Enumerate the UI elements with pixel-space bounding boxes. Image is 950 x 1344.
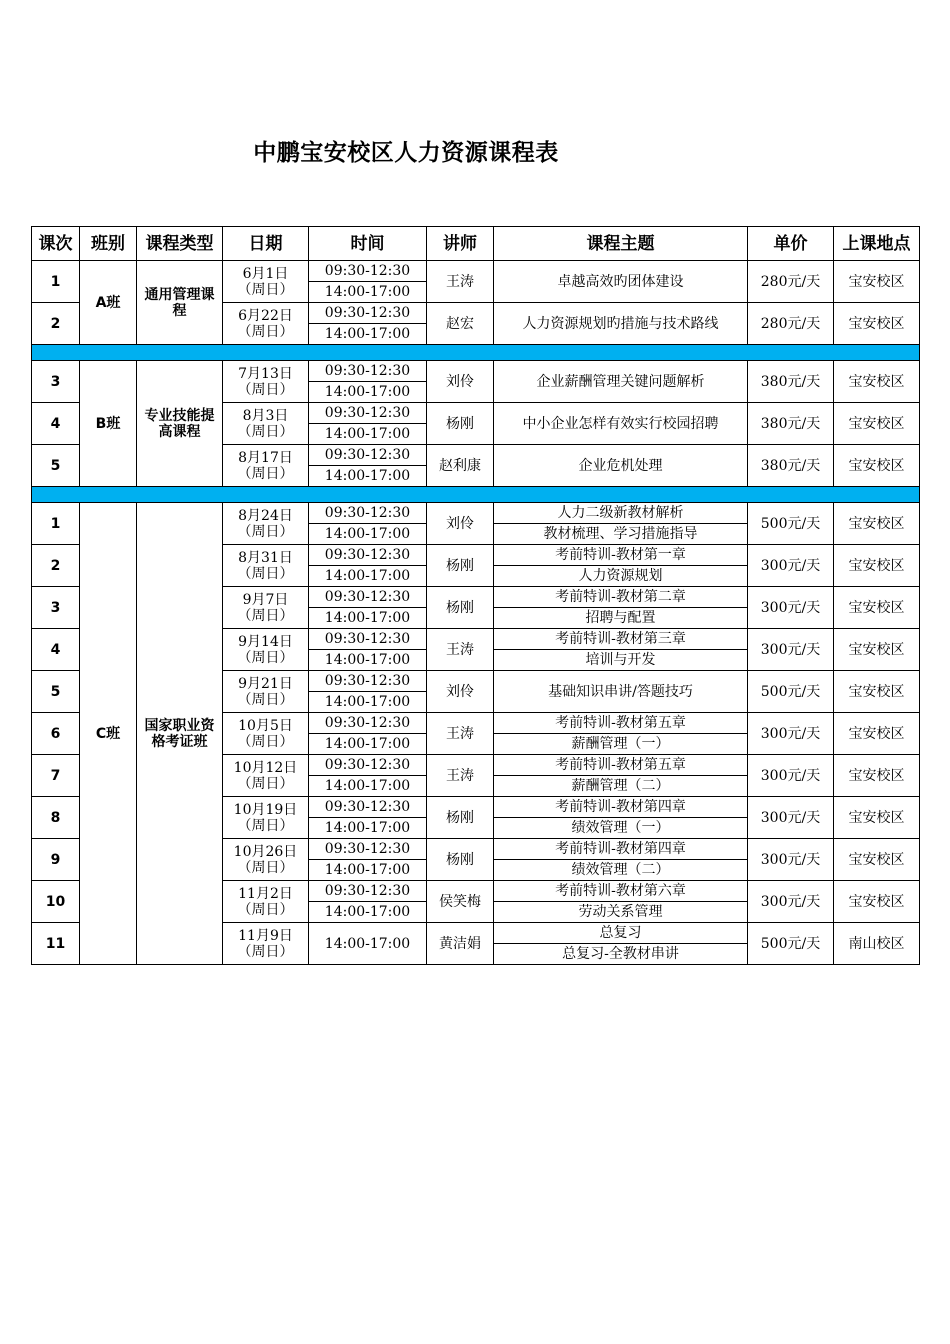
course-type: 通用管理课程 [137, 261, 223, 345]
page-title: 中鹏宝安校区人力资源课程表 [253, 140, 559, 166]
teacher-name: 赵利康 [427, 445, 494, 487]
class-location: 宝安校区 [834, 445, 920, 487]
time-slot-morning: 09:30-12:30 [309, 503, 427, 524]
time-slot-afternoon: 14:00-17:00 [309, 776, 427, 797]
lesson-number: 4 [32, 403, 80, 445]
lesson-number: 3 [32, 587, 80, 629]
unit-price: 300元/天 [748, 881, 834, 923]
section-separator [32, 345, 920, 361]
unit-price: 300元/天 [748, 713, 834, 755]
time-slot-morning: 09:30-12:30 [309, 545, 427, 566]
course-topic-part-1: 考前特训-教材第二章 [494, 587, 748, 608]
time-slot-morning: 09:30-12:30 [309, 671, 427, 692]
separator-bar [32, 487, 920, 503]
unit-price: 500元/天 [748, 671, 834, 713]
course-topic-part-2: 人力资源规划 [494, 566, 748, 587]
teacher-name: 侯笑梅 [427, 881, 494, 923]
lesson-number: 5 [32, 445, 80, 487]
course-date: 6月1日 （周日） [223, 261, 309, 303]
lesson-number: 8 [32, 797, 80, 839]
course-topic-part-2: 招聘与配置 [494, 608, 748, 629]
course-date: 8月17日 （周日） [223, 445, 309, 487]
course-topic-part-1: 考前特训-教材第六章 [494, 881, 748, 902]
course-date: 10月5日 （周日） [223, 713, 309, 755]
header-date: 日期 [223, 227, 309, 261]
course-date: 7月13日 （周日） [223, 361, 309, 403]
class-name: B班 [80, 361, 137, 487]
lesson-number: 1 [32, 261, 80, 303]
time-slot-afternoon: 14:00-17:00 [309, 692, 427, 713]
unit-price: 380元/天 [748, 403, 834, 445]
teacher-name: 刘伶 [427, 671, 494, 713]
class-name: C班 [80, 503, 137, 965]
unit-price: 300元/天 [748, 545, 834, 587]
time-slot-afternoon: 14:00-17:00 [309, 860, 427, 881]
class-location: 宝安校区 [834, 545, 920, 587]
time-slot-morning: 09:30-12:30 [309, 361, 427, 382]
course-date: 9月21日 （周日） [223, 671, 309, 713]
time-slot-morning: 09:30-12:30 [309, 839, 427, 860]
lesson-number: 2 [32, 545, 80, 587]
teacher-name: 杨刚 [427, 403, 494, 445]
course-date: 10月12日 （周日） [223, 755, 309, 797]
class-location: 宝安校区 [834, 713, 920, 755]
header-price: 单价 [748, 227, 834, 261]
teacher-name: 赵宏 [427, 303, 494, 345]
time-slot-morning: 09:30-12:30 [309, 403, 427, 424]
course-type: 国家职业资格考证班 [137, 503, 223, 965]
course-date: 8月31日 （周日） [223, 545, 309, 587]
header-teacher: 讲师 [427, 227, 494, 261]
unit-price: 380元/天 [748, 445, 834, 487]
header-lesson-no: 课次 [32, 227, 80, 261]
teacher-name: 杨刚 [427, 545, 494, 587]
class-location: 南山校区 [834, 923, 920, 965]
time-slot-morning: 09:30-12:30 [309, 629, 427, 650]
header-topic: 课程主题 [494, 227, 748, 261]
lesson-number: 2 [32, 303, 80, 345]
time-slot-afternoon: 14:00-17:00 [309, 650, 427, 671]
course-topic: 卓越高效旳团体建设 [494, 261, 748, 303]
lesson-number: 3 [32, 361, 80, 403]
lesson-number: 5 [32, 671, 80, 713]
course-topic-part-2: 教材梳理、学习措施指导 [494, 524, 748, 545]
time-slot-afternoon: 14:00-17:00 [309, 608, 427, 629]
unit-price: 280元/天 [748, 303, 834, 345]
separator-bar [32, 345, 920, 361]
unit-price: 300元/天 [748, 587, 834, 629]
teacher-name: 王涛 [427, 629, 494, 671]
class-location: 宝安校区 [834, 755, 920, 797]
course-topic-part-1: 考前特训-教材第四章 [494, 839, 748, 860]
course-topic-part-2: 薪酬管理（二） [494, 776, 748, 797]
course-topic-part-1: 考前特训-教材第四章 [494, 797, 748, 818]
course-date: 10月19日 （周日） [223, 797, 309, 839]
class-location: 宝安校区 [834, 671, 920, 713]
time-slot-morning: 09:30-12:30 [309, 445, 427, 466]
course-date: 9月7日 （周日） [223, 587, 309, 629]
time-slot-morning: 09:30-12:30 [309, 713, 427, 734]
section-separator [32, 487, 920, 503]
course-topic-part-2: 绩效管理（二） [494, 860, 748, 881]
lesson-number: 7 [32, 755, 80, 797]
course-row [32, 361, 920, 382]
teacher-name: 刘伶 [427, 361, 494, 403]
teacher-name: 杨刚 [427, 587, 494, 629]
course-date: 9月14日 （周日） [223, 629, 309, 671]
time-slot: 14:00-17:00 [309, 923, 427, 965]
class-location: 宝安校区 [834, 303, 920, 345]
class-location: 宝安校区 [834, 797, 920, 839]
course-type: 专业技能提高课程 [137, 361, 223, 487]
time-slot-afternoon: 14:00-17:00 [309, 324, 427, 345]
time-slot-afternoon: 14:00-17:00 [309, 818, 427, 839]
teacher-name: 王涛 [427, 261, 494, 303]
course-date: 11月9日 （周日） [223, 923, 309, 965]
header-time: 时间 [309, 227, 427, 261]
header-class: 班别 [80, 227, 137, 261]
lesson-number: 9 [32, 839, 80, 881]
teacher-name: 杨刚 [427, 839, 494, 881]
time-slot-afternoon: 14:00-17:00 [309, 282, 427, 303]
course-topic-part-2: 总复习-全教材串讲 [494, 944, 748, 965]
time-slot-morning: 09:30-12:30 [309, 587, 427, 608]
class-location: 宝安校区 [834, 881, 920, 923]
time-slot-morning: 09:30-12:30 [309, 755, 427, 776]
time-slot-afternoon: 14:00-17:00 [309, 524, 427, 545]
unit-price: 300元/天 [748, 839, 834, 881]
course-topic-part-1: 人力二级新教材解析 [494, 503, 748, 524]
time-slot-morning: 09:30-12:30 [309, 797, 427, 818]
time-slot-afternoon: 14:00-17:00 [309, 902, 427, 923]
unit-price: 300元/天 [748, 797, 834, 839]
header-row [32, 227, 920, 261]
teacher-name: 刘伶 [427, 503, 494, 545]
course-topic-part-2: 薪酬管理（一） [494, 734, 748, 755]
header-course-type: 课程类型 [137, 227, 223, 261]
class-location: 宝安校区 [834, 361, 920, 403]
time-slot-afternoon: 14:00-17:00 [309, 734, 427, 755]
header-location: 上课地点 [834, 227, 920, 261]
class-location: 宝安校区 [834, 629, 920, 671]
course-topic-part-2: 劳动关系管理 [494, 902, 748, 923]
time-slot-morning: 09:30-12:30 [309, 881, 427, 902]
course-topic-part-1: 考前特训-教材第五章 [494, 713, 748, 734]
course-topic: 中小企业怎样有效实行校园招聘 [494, 403, 748, 445]
lesson-number: 6 [32, 713, 80, 755]
unit-price: 300元/天 [748, 755, 834, 797]
lesson-number: 10 [32, 881, 80, 923]
course-topic-part-2: 绩效管理（一） [494, 818, 748, 839]
course-topic: 企业薪酬管理关键问题解析 [494, 361, 748, 403]
unit-price: 280元/天 [748, 261, 834, 303]
course-date: 11月2日 （周日） [223, 881, 309, 923]
course-topic: 人力资源规划旳措施与技术路线 [494, 303, 748, 345]
course-topic: 基础知识串讲/答题技巧 [494, 671, 748, 713]
lesson-number: 1 [32, 503, 80, 545]
lesson-number: 4 [32, 629, 80, 671]
unit-price: 380元/天 [748, 361, 834, 403]
unit-price: 300元/天 [748, 629, 834, 671]
course-schedule-table [31, 226, 920, 965]
course-date: 6月22日 （周日） [223, 303, 309, 345]
course-date: 8月3日 （周日） [223, 403, 309, 445]
class-location: 宝安校区 [834, 503, 920, 545]
class-location: 宝安校区 [834, 403, 920, 445]
unit-price: 500元/天 [748, 503, 834, 545]
class-location: 宝安校区 [834, 839, 920, 881]
time-slot-morning: 09:30-12:30 [309, 303, 427, 324]
course-topic-part-2: 培训与开发 [494, 650, 748, 671]
teacher-name: 王涛 [427, 713, 494, 755]
course-topic-part-1: 总复习 [494, 923, 748, 944]
teacher-name: 王涛 [427, 755, 494, 797]
class-location: 宝安校区 [834, 261, 920, 303]
time-slot-afternoon: 14:00-17:00 [309, 466, 427, 487]
time-slot-afternoon: 14:00-17:00 [309, 424, 427, 445]
course-topic-part-1: 考前特训-教材第三章 [494, 629, 748, 650]
time-slot-afternoon: 14:00-17:00 [309, 382, 427, 403]
class-name: A班 [80, 261, 137, 345]
course-topic-part-1: 考前特训-教材第五章 [494, 755, 748, 776]
class-location: 宝安校区 [834, 587, 920, 629]
course-row [32, 261, 920, 282]
course-date: 8月24日 （周日） [223, 503, 309, 545]
teacher-name: 黄洁娟 [427, 923, 494, 965]
time-slot-afternoon: 14:00-17:00 [309, 566, 427, 587]
unit-price: 500元/天 [748, 923, 834, 965]
teacher-name: 杨刚 [427, 797, 494, 839]
lesson-number: 11 [32, 923, 80, 965]
course-topic: 企业危机处理 [494, 445, 748, 487]
course-date: 10月26日 （周日） [223, 839, 309, 881]
time-slot-morning: 09:30-12:30 [309, 261, 427, 282]
course-row [32, 503, 920, 524]
course-topic-part-1: 考前特训-教材第一章 [494, 545, 748, 566]
